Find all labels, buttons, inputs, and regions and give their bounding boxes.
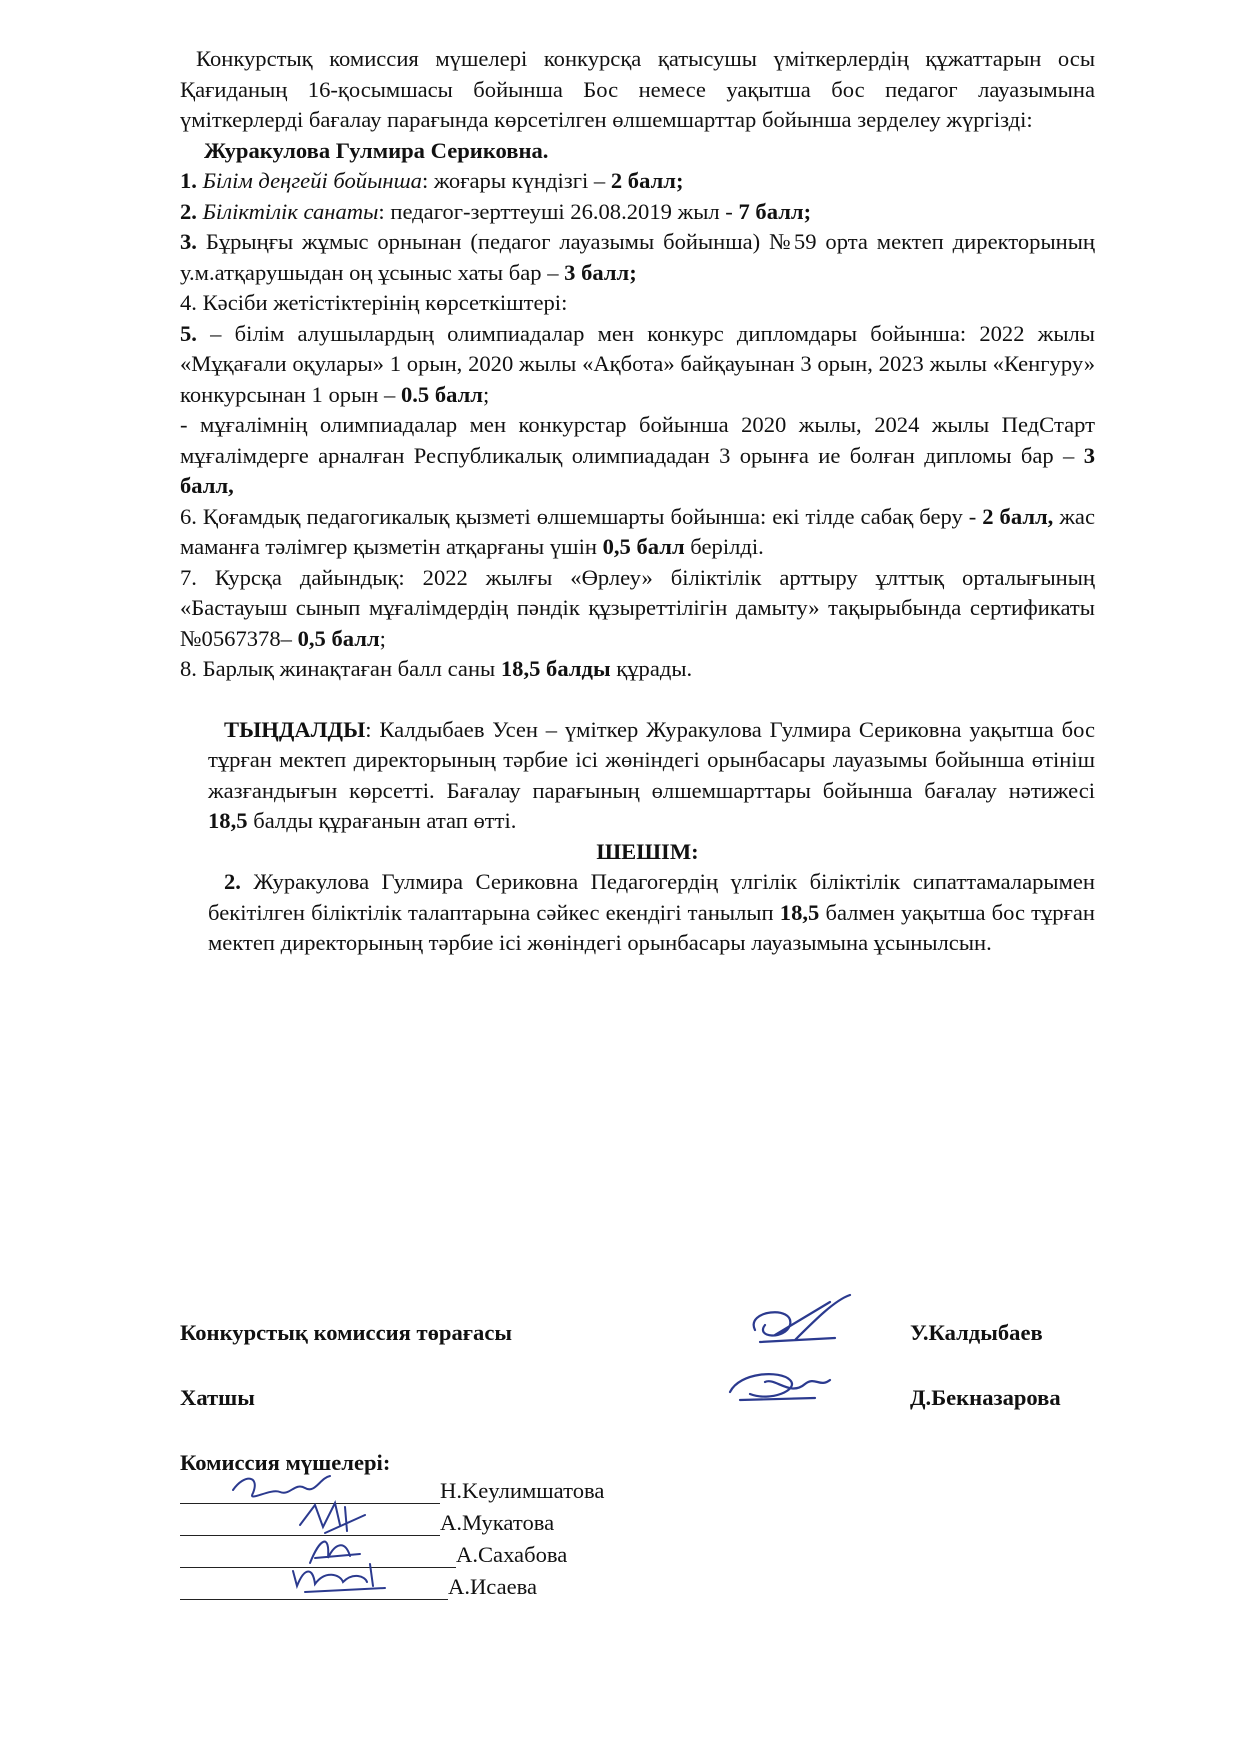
chair-signature bbox=[735, 1290, 875, 1360]
item-6: 6. Қоғамдық педагогикалық қызметі өлшемшарты бойынша: екі тілде сабақ беру - 2 балл, жас маманға тәлімгер қызметін атқарғаны үшін 0,5 балл берілді. bbox=[180, 503, 1095, 559]
member-name-2: А.Мукатова bbox=[440, 1510, 555, 1535]
protocol-body bbox=[180, 44, 1095, 959]
item-4: 4. Кәсіби жетістіктерінің көрсеткіштері: bbox=[180, 290, 568, 315]
member-name-3: А.Сахабова bbox=[456, 1542, 568, 1567]
item-3: 3. Бұрыңғы жұмыс орнынан (педагог лауазымы бойынша) №59 орта мектеп директорының у.м.атқарушыдан оң ұсыныс хаты бар – 3 балл; bbox=[180, 229, 1095, 285]
item-5: 5. – білім алушылардың олимпиадалар мен конкурс дипломдары бойынша: 2022 жылы «Мұқағали оқулары» 1 орын, 2020 жылы «Ақбота» байқауынан 3 орын, 2023 жылы «Кенгуру» конкурсынан 1 орын – 0.5 балл; bbox=[180, 320, 1095, 407]
member-name-1: Н.Keулимшатова bbox=[440, 1478, 605, 1503]
decision-title: ШЕШІМ: bbox=[596, 838, 699, 864]
intro-paragraph: Конкурстық комиссия мүшелері конкурсқа қатысушы үміткерлердің құжаттарын осы Қағиданың 16-қосымшасы бойынша Бос немесе уақытша бос педагог лауазымына үміткерлерді бағалау парағында көрсетілген өлшемшарттар бойынша зерделеу жүргізді: bbox=[180, 46, 1095, 132]
item-7: 7. Курсқа дайындық: 2022 жылғы «Өрлеу» біліктілік арттыру ұлттық орталығының «Бастауыш сынып мұғалімдердің пәндік құзыреттілігін дамыту» тақырыбында сертификаты №0567378– 0,5 балл; bbox=[180, 564, 1095, 651]
secretary-label: Хатшы bbox=[180, 1385, 255, 1410]
item-1: 1. Білім деңгейі бойынша: жоғары күндізгі – 2 балл; bbox=[180, 168, 684, 193]
item-2: 2. Біліктілік санаты: педагог-зерттеуші 26.08.2019 жыл - 7 балл; bbox=[180, 198, 812, 224]
chair-label: Конкурстық комиссия төрағасы bbox=[180, 1320, 512, 1345]
heard-paragraph: ТЫҢДАЛДЫ: Калдыбаев Усен – үміткер Журакулова Гулмира Сериковна уақытша бос тұрған мектеп директорының тәрбие ісі жөніндегі орынбасары лауазымы бойынша өтініш жазғандығын көрсетті. Бағалау парағының өлшемшарттары бойынша бағалау нәтижесі 18,5 балды құрағанын атап өтті. bbox=[208, 716, 1095, 833]
chair-name: У.Калдыбаев bbox=[910, 1320, 1043, 1345]
secretary-name: Д.Бекназарова bbox=[910, 1385, 1061, 1410]
candidate-name: Журакулова Гулмира Сериковна. bbox=[204, 137, 549, 163]
secretary-signature bbox=[720, 1362, 840, 1412]
item-5-teacher: - мұғалімнің олимпиадалар мен конкурстар бойынша 2020 жылы, 2024 жылы ПедСтарт мұғалімдерге арналған Республикалық олимпиададан 3 орынға ие болған дипломы бар – 3 балл, bbox=[180, 412, 1095, 498]
member-4-signature bbox=[285, 1556, 395, 1598]
decision-paragraph: 2. Журакулова Гулмира Сериковна Педагогердің үлгілік біліктілік сипаттамаларымен бекітілген біліктілік талаптарына сәйкес екендігі танылып 18,5 балмен уақытша бос тұрған мектеп директорының тәрбие ісі жөніндегі орынбасары лауазымына ұсынылсын. bbox=[208, 869, 1095, 955]
member-name-4: А.Исаева bbox=[448, 1574, 538, 1599]
item-8: 8. Барлық жинақтаған балл саны 18,5 балды құрады. bbox=[180, 656, 693, 681]
members-label: Комиссия мүшелері: bbox=[180, 1450, 391, 1475]
